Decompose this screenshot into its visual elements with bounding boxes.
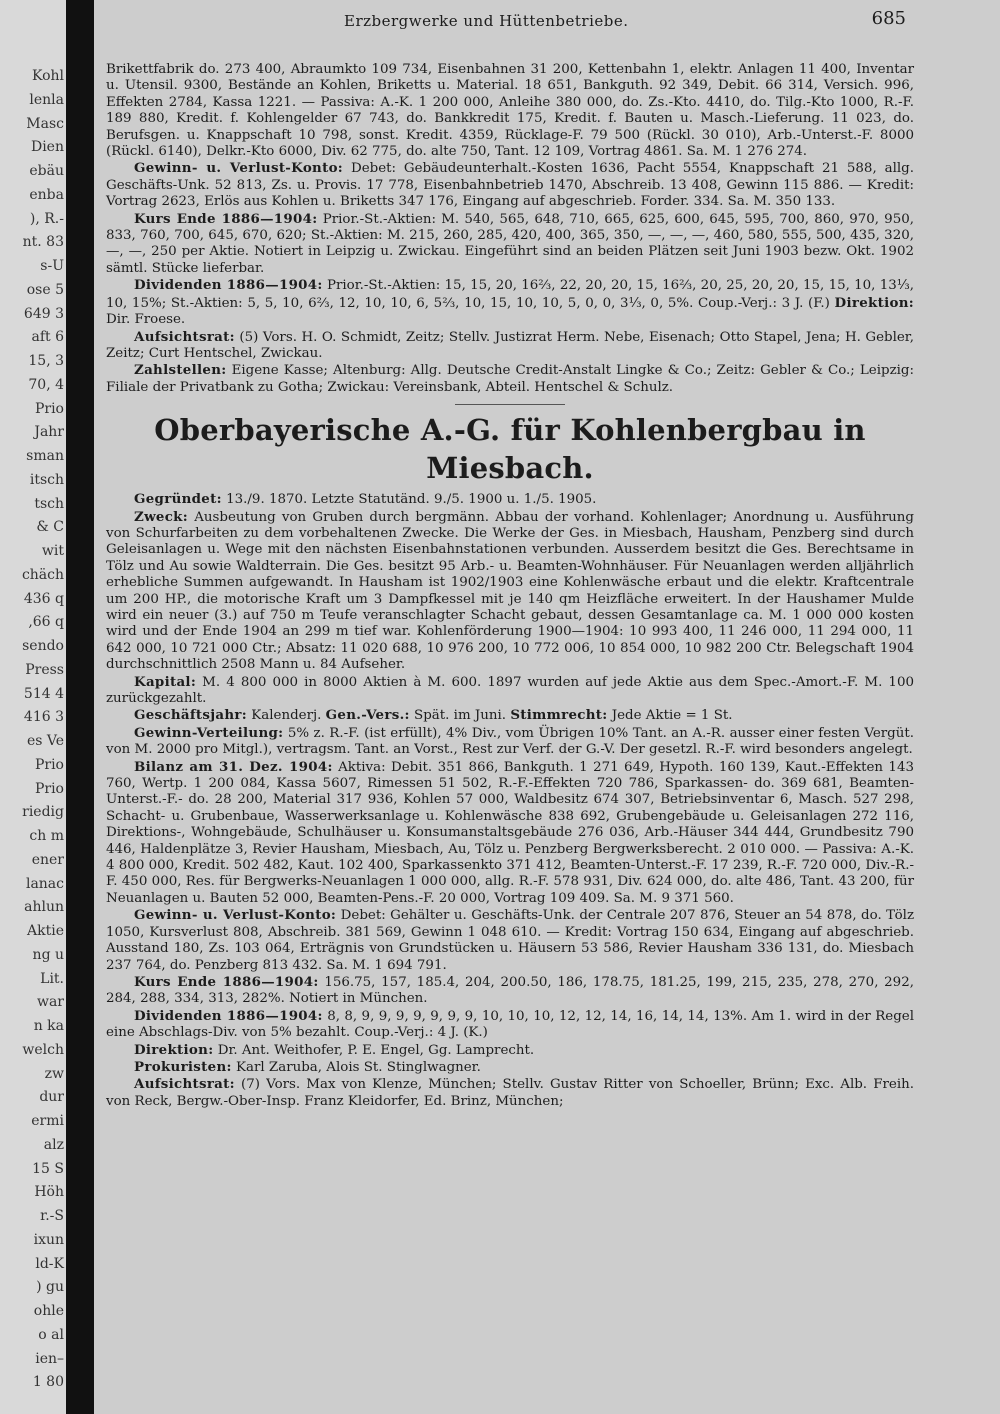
company-title: Oberbayerische A.-G. für Kohlenbergbau in Miesbach. [154,413,866,486]
left-page-fragment: tsch [34,495,64,512]
section-text: Karl Zaruba, Alois St. Stinglwagner. [236,1059,481,1075]
left-page-fragment: Lit. [40,970,64,987]
dividenden [106,1008,914,1042]
kurs [106,974,914,1008]
left-page-fragment: Prio [34,400,64,417]
section-label: Direktion: [134,1041,214,1058]
left-page-fragment: war [36,994,64,1011]
section-text: Debet: Gehälter u. Geschäfts-Unk. der Centrale 207 876, Steuer an 54 878, do. Tölz 1050, Kursverlust 808, Abschreib. 381 569, Gewinn 1 048 610. — Kredit: Vortrag 150 634, Eingang auf abgeschrieb. Ausstand 180, Zs. 103 064, Erträgnis von Grundstücken u. Häusern 53 586, Revier Hausham 336 131, do. Miesbach 237 764, do. Penzberg 813 432. Sa. M. 1 694 791. [106,908,914,973]
left-page-fragment: 15 S [32,1160,64,1177]
left-page-fragment: ebäu [29,163,64,179]
section-label: Gen.-Vers.: [325,707,410,724]
left-page-fragment: zw [44,1065,64,1082]
book-binding [66,0,94,1414]
left-page-fragment: o al [38,1326,64,1343]
page [94,0,1000,1414]
section-label: Gewinn-Verteilung: [134,724,284,741]
section-text: 156.75, 157, 185.4, 204, 200.50, 186, 178.75, 181.25, 199, 215, 235, 278, 270, 292, 284, 288, 334, 313, 282%. Notiert in München. [106,974,914,1007]
section-text: Dir. Froese. [106,312,186,328]
section-label: Gewinn- u. Verlust-Konto: [134,160,344,177]
left-page-fragment: chäch [21,566,64,583]
page-content [106,62,914,1110]
section-label: Dividenden 1886—1904: [134,1007,323,1024]
left-page-fragment: sendo [22,638,64,654]
left-page-fragment: ch m [29,828,64,844]
bilanz [106,759,914,908]
previous-page-strip [0,0,66,1414]
left-page-fragment: ahlun [24,899,64,916]
left-page-fragment: ener [31,851,64,868]
left-page-fragment: ixun [33,1231,64,1248]
section-label: Kurs Ende 1886—1904: [134,973,319,990]
section-text: Ausbeutung von Gruben durch bergmänn. Abbau der vorhand. Kohlenlager; Anordnung u. Ausführung von Schurfarbeiten zu dem vorbehaltenen Zwecke. Die Werke der Ges. in Miesbach, Hausham, Penzberg sind durch Geleisanlagen u. Wege mit den nächsten Eisenbahnstationen verbunden. Ausserdem besitzt die Ges. Berechtsame in Tölz und Au sowie Waldterrain. Die Ges. besitzt 95 Arb.- u. Beamten-Wohnhäuser. Für Neuanlagen werden alljährlich erhebliche Summen aufgewandt. In Hausham ist 1902/1903 eine Kohlenwäsche erbaut und die elektr. Kraftcentrale um 200 HP., die motorische Kraft um 3 Dampfkessel mit je 140 qm Heizfläche erweitert. In der Haushamer Mulde wird ein neuer (3.) auf 750 m Teufe veranschlagter Schacht gebaut, dessen Gesamtanlage ca. M. 1 000 000 kosten wird und der Ende 1904 an 299 m tief war. Kohlenförderung 1900—1904: 10 993 400, 11 246 000, 11 294 000, 11 642 000, 10 721 000 Ctr.; Absatz: 11 020 688, 10 976 200, 10 772 006, 10 854 000, 10 982 200 Ctr. Belegschaft 1904 durchschnittlich 2508 Mann u. 84 Aufseher. [106,509,914,673]
section-text: Aktiva: Debit. 351 866, Bankguth. 1 271 649, Hypoth. 160 139, Kaut.-Effekten 143 760, Wertp. 1 200 084, Kassa 5607, Rimessen 51 502, R.-F.-Effekten 720 786, Sparkassen- do. 369 681, Beamten-Unterst.-F.- do. 28 200, Material 317 936, Kohlen 57 000, Waldbesitz 674 307, Betriebsinventar 6, Masch. 527 298, Schacht- u. Grubenbaue, Wasserwerksanlage u. Kohlenwäsche 838 692, Grubengebäude u. Geleisanlagen 272 116, Direktions-, Wohngebäude, Schulhäuser u. Konsumanstaltsgebäude 276 036, Arb.-Häuser 344 444, Grundbesitz 790 446, Haldenplätze 3, Revier Hausham, Miesbach, Au, Tölz u. Penzberg Bergwerksberecht. 2 010 000. — Passiva: A.-K. 4 800 000, Kredit. 502 482, Kaut. 102 400, Sparkassenkto 371 412, Beamten-Unterst.-F. 17 239, R.-F. 720 000, Div.-R.-F. 450 000, Res. für Bergwerks-Neuanlagen 1 000 000, allg. R.-F. 578 931, Div. 624 000, do. alte 486, Tant. 43 200, für Neuanlagen u. Bauten 52 000, Beamten-Pens.-F. 20 000, Vortrag 109 409. Sa. M. 9 371 560. [106,759,914,906]
left-page-fragment: Aktie [27,923,64,939]
section-text: Prior.-St.-Aktien: M. 540, 565, 648, 710, 665, 625, 600, 645, 595, 700, 860, 970, 950, 833, 760, 700, 645, 670, 620; St.-Aktien: M. 215, 260, 285, 420, 400, 365, 350, —, —, —, 460, 580, 555, 500, 435, 320, —, —, 250 per Aktie. Notiert in Leipzig u. Zwickau. Eingeführt sind an beiden Plätzen seit Juni 1903 bezw. Okt. 1902 sämtl. Stücke lieferbar. [106,211,914,276]
section-label: Zahlstellen: [134,362,227,379]
left-page-fragment: enba [29,186,64,203]
left-page-fragment: ohle [33,1303,64,1319]
section-text: Debet: Gebäudeunterhalt.-Kosten 1636, Pacht 5554, Knappschaft 21 588, allg. Geschäfts-Unk. 52 813, Zs. u. Provis. 17 778, Eisenbahnbetrieb 1470, Abschreib. 13 408, Gewinn 115 886. — Kredit: Vortrag 2623, Erlös aus Kohlen u. Briketts 347 176, Eingang auf abgeschrieb. Forder. 334. Sa. M. 350 133. [106,161,914,210]
section-label: Geschäftsjahr: [134,707,247,724]
page-header [94,8,1000,32]
previous-dividenden [106,277,914,328]
previous-balance-text: Brikettfabrik do. 273 400, Abraumkto 109 734, Eisenbahnen 31 200, Kettenbahn 1, elektr. Anlagen 11 400, Inventar u. Utensil. 9300, Bestände an Kohlen, Briketts u. Material. 18 651, Bankguth. 92 349, Debit. 66 314, Versich. 996, Effekten 2784, Kassa 1221. — Passiva: A.-K. 1 200 000, Anleihe 380 000, do. Zs.-Kto. 4410, do. Tilg.-Kto 1000, R.-F. 189 880, Kredit. f. Kohlengelder 67 743, do. Bankkredit 175, Kredit. f. Bauten u. Masch.-Lieferung. 11 023, do. Berufsgen. u. Knappschaft 10 798, sonst. Kredit. 4359, Rücklage-F. 79 500 (Rückl. 30 010), Arb.-Unterst.-F. 8000 (Rückl. 6140), Delkr.-Kto 6000, Div. 62 775, do. alte 750, Tant. 12 109, Vortrag 4861. Sa. M. 1 276 274. [106,62,914,160]
left-page-fragment: welch [22,1041,64,1058]
section-text: Prior.-St.-Aktien: 15, 15, 20, 16⅔, 22, 20, 20, 15, 16⅔, 20, 25, 20, 20, 15, 15, 10, 13⅓, 10, 15%; St.-Aktien: 5, 5, 10, 6⅔, 12, 10, 10, 6, 5⅔, 10, 15, 10, 10, 5, 0, 0, 3⅓, 0, 5%. Coup.-Verj.: 3 J. (F.) [106,278,914,311]
left-page-fragment: riedig [22,804,64,821]
section-label: Gewinn- u. Verlust-Konto: [134,907,337,924]
section-label: Stimmrecht: [510,707,608,724]
left-page-fragment: nt. 83 [22,234,64,251]
left-page-fragment: r.-S [40,1208,64,1224]
gewinn-verteilung [106,725,914,759]
prokuristen [106,1059,914,1076]
section-label: Prokuristen: [134,1058,232,1075]
section-label: Bilanz am 31. Dez. 1904: [134,758,333,775]
left-page-fragment: Kohl [31,68,64,84]
left-page-fragment: ose 5 [26,281,64,298]
section-text: M. 4 800 000 in 8000 Aktien à M. 600. 1897 wurden auf jede Aktie aus dem Spec.-Amort.-F. M. 100 zurückgezahlt. [106,674,914,706]
left-page-fragment: es Ve [26,733,64,749]
zweck [106,509,914,674]
section-text: Kalenderj. [251,708,322,724]
left-page-fragment: s-U [40,258,64,274]
left-page-fragment: Höh [34,1184,64,1201]
left-page-fragment: ld-K [35,1255,64,1272]
section-text: 8, 8, 9, 9, 9, 9, 9, 9, 9, 10, 10, 10, 12, 12, 14, 16, 14, 14, 13%. Am 1. wird in der Regel eine Abschlags-Div. von 5% bezahlt. Coup.-Verj.: 4 J. (K.) [106,1008,914,1041]
section-label: Gegründet: [134,491,222,508]
previous-zahlstellen [106,362,914,396]
previous-aufsichtsrat [106,329,914,363]
left-page-fragment: wit [41,543,64,559]
left-page-fragment: sman [26,448,64,464]
section-text: 5% z. R.-F. (ist erfüllt), 4% Div., vom Übrigen 10% Tant. an A.-R. ausser einer festen Vergüt. von M. 2000 pro Mitgl.), vertragsm. Tant. an Vorst., Rest zur Verf. der G.-V. Der gesetzl. R.-F. wird besonders angelegt. [106,725,914,758]
left-page-fragment: ), R.- [29,210,64,227]
left-page-fragment: n ka [33,1018,64,1034]
left-page-fragment: ermi [31,1113,64,1129]
section-text: Spät. im Juni. [414,708,507,724]
gegruendet [106,491,914,508]
left-page-fragment: & C [36,519,64,536]
left-page-fragment: Prio [34,780,64,797]
left-page-fragment: 649 3 [23,305,64,322]
left-page-fragment: 514 4 [23,685,64,702]
section-label: Aufsichtsrat: [134,328,235,345]
direktion [106,1042,914,1059]
left-page-fragment: 15, 3 [28,353,64,369]
left-page-fragment: Prio [34,756,64,773]
left-page-fragment: lanac [25,875,64,892]
left-page-fragment: itsch [29,471,64,488]
section-text: (7) Vors. Max von Klenze, München; Stellv. Gustav Ritter von Schoeller, Brünn; Exc. Alb. Freih. von Reck, Bergw.-Ober-Insp. Franz Kleidorfer, Ed. Brinz, München; [106,1077,914,1109]
kapital [106,674,914,708]
left-page-fragment: ,66 q [28,614,64,631]
section-text: 13./9. 1870. Letzte Statutänd. 9./5. 1900 u. 1./5. 1905. [226,492,597,508]
section-label: Kurs Ende 1886—1904: [134,210,318,227]
left-page-fragment: ien– [35,1350,64,1367]
left-page-fragment: alz [43,1136,64,1153]
left-page-fragment: 436 q [23,590,64,607]
section-text: Jede Aktie = 1 St. [611,708,733,724]
left-page-fragment: Jahr [34,424,64,441]
left-page-fragment: 70, 4 [28,376,64,393]
section-text: (5) Vors. H. O. Schmidt, Zeitz; Stellv. Justizrat Herm. Nebe, Eisenach; Otto Stapel, Jena; H. Gebler, Zeitz; Curt Hentschel, Zwickau. [106,329,914,361]
previous-kurs [106,211,914,278]
page-number: 685 [871,8,906,29]
left-page-fragment: lenla [29,91,64,108]
section-text: Dr. Ant. Weithofer, P. E. Engel, Gg. Lamprecht. [217,1042,535,1058]
section-label: Direktion: [834,294,914,311]
left-page-fragment: Press [25,661,64,678]
gewinn-verlust-konto [106,907,914,974]
entry-divider [455,404,565,405]
section-label: Aufsichtsrat: [134,1076,235,1093]
left-page-fragment: Masc [26,115,64,132]
left-page-fragment: aft 6 [31,329,64,346]
previous-gv-konto [106,160,914,210]
section-label: Dividenden 1886—1904: [134,277,323,294]
aufsichtsrat [106,1076,914,1110]
geschaeftsjahr [106,707,914,724]
section-label: Zweck: [134,508,188,525]
left-page-fragment: ng u [32,946,64,963]
left-page-fragment: ) gu [36,1279,64,1296]
left-page-fragment: 1 80 [32,1374,64,1391]
left-page-fragment: dur [39,1089,64,1106]
left-page-fragment: Dien [30,139,64,156]
left-page-fragment: 416 3 [23,709,64,726]
running-title: Erzbergwerke und Hüttenbetriebe. [344,12,629,30]
section-label: Kapital: [134,673,197,690]
section-text: Eigene Kasse; Altenburg: Allg. Deutsche Credit-Anstalt Lingke & Co.; Zeitz: Gebler & Co.; Leipzig: Filiale der Privatbank zu Gotha; Zwickau: Vereinsbank, Abteil. Hentschel & Schulz. [106,363,914,395]
